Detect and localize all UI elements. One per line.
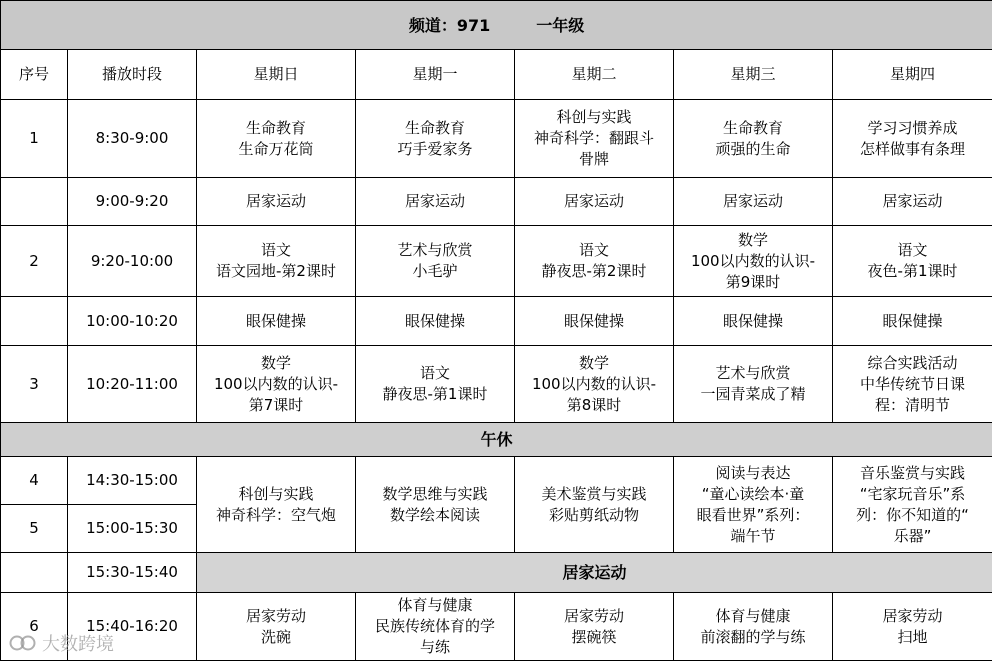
activity-cell: 眼保健操	[674, 297, 833, 346]
lesson-cell: 科创与实践 神奇科学：空气炮	[197, 457, 356, 553]
table-row	[1, 457, 992, 505]
activity-cell: 居家运动	[515, 178, 674, 226]
row-time: 10:20-11:00	[68, 346, 197, 423]
activity-cell: 眼保健操	[356, 297, 515, 346]
lesson-cell: 艺术与欣赏 小毛驴	[356, 226, 515, 297]
row-index: 2	[1, 226, 68, 297]
row-time: 10:00-10:20	[68, 297, 197, 346]
table-row	[1, 297, 992, 346]
col-header-time: 播放时段	[68, 50, 197, 100]
row-index	[1, 178, 68, 226]
lesson-cell: 语文 静夜思-第2课时	[515, 226, 674, 297]
lesson-cell: 语文 夜色-第1课时	[833, 226, 992, 297]
row-index	[1, 297, 68, 346]
lesson-cell: 美术鉴赏与实践 彩贴剪纸动物	[515, 457, 674, 553]
home-exercise-band: 居家运动	[197, 553, 992, 593]
row-index: 6	[1, 593, 68, 661]
row-index: 1	[1, 100, 68, 178]
lesson-cell: 体育与健康 民族传统体育的学 与练	[356, 593, 515, 661]
row-time: 15:30-15:40	[68, 553, 197, 593]
title-row	[1, 1, 992, 50]
table-title	[1, 1, 992, 50]
table-row	[1, 346, 992, 423]
lesson-cell: 综合实践活动 中华传统节日课 程：清明节	[833, 346, 992, 423]
column-header-row	[1, 50, 992, 100]
row-time: 15:00-15:30	[68, 505, 197, 553]
activity-cell: 眼保健操	[515, 297, 674, 346]
row-time: 14:30-15:00	[68, 457, 197, 505]
activity-cell: 眼保健操	[197, 297, 356, 346]
row-time: 9:00-9:20	[68, 178, 197, 226]
lesson-cell: 居家劳动 摆碗筷	[515, 593, 674, 661]
lesson-cell: 生命教育 生命万花筒	[197, 100, 356, 178]
col-header-thursday: 星期四	[833, 50, 992, 100]
lesson-cell: 学习习惯养成 怎样做事有条理	[833, 100, 992, 178]
table-row	[1, 100, 992, 178]
col-header-sunday: 星期日	[197, 50, 356, 100]
activity-cell: 居家运动	[833, 178, 992, 226]
col-header-tuesday: 星期二	[515, 50, 674, 100]
lesson-cell: 数学 100以内数的认识- 第9课时	[674, 226, 833, 297]
lesson-cell: 生命教育 顽强的生命	[674, 100, 833, 178]
activity-cell: 居家运动	[674, 178, 833, 226]
row-time: 8:30-9:00	[68, 100, 197, 178]
lesson-cell: 居家劳动 洗碗	[197, 593, 356, 661]
lesson-cell: 居家劳动 扫地	[833, 593, 992, 661]
lesson-cell: 数学 100以内数的认识- 第7课时	[197, 346, 356, 423]
activity-cell: 居家运动	[197, 178, 356, 226]
activity-cell: 居家运动	[356, 178, 515, 226]
grade-label: 一年级	[536, 15, 585, 35]
row-time: 15:40-16:20	[68, 593, 197, 661]
col-header-wednesday: 星期三	[674, 50, 833, 100]
lesson-cell: 生命教育 巧手爱家务	[356, 100, 515, 178]
row-index	[1, 553, 68, 593]
table-row	[1, 226, 992, 297]
lesson-cell: 艺术与欣赏 一园青菜成了精	[674, 346, 833, 423]
watermark-text: 大数跨境	[42, 634, 114, 655]
lesson-cell: 数学思维与实践 数学绘本阅读	[356, 457, 515, 553]
noon-break-label: 午休	[1, 423, 992, 457]
lesson-cell: 语文 语文园地-第2课时	[197, 226, 356, 297]
table-row	[1, 178, 992, 226]
table-row	[1, 553, 992, 593]
activity-cell: 眼保健操	[833, 297, 992, 346]
table-row	[1, 593, 992, 661]
col-header-index: 序号	[1, 50, 68, 100]
row-index: 3	[1, 346, 68, 423]
row-index: 4	[1, 457, 68, 505]
channel-label: 频道：971	[408, 15, 491, 35]
lesson-cell: 体育与健康 前滚翻的学与练	[674, 593, 833, 661]
row-index: 5	[1, 505, 68, 553]
col-header-monday: 星期一	[356, 50, 515, 100]
lesson-cell: 科创与实践 神奇科学：翻跟斗 骨牌	[515, 100, 674, 178]
row-time: 9:20-10:00	[68, 226, 197, 297]
lesson-cell: 数学 100以内数的认识- 第8课时	[515, 346, 674, 423]
lesson-cell: 阅读与表达 “童心读绘本·童 眼看世界”系列： 端午节	[674, 457, 833, 553]
noon-break-row	[1, 423, 992, 457]
lesson-cell: 音乐鉴赏与实践 “宅家玩音乐”系 列：你不知道的“ 乐器”	[833, 457, 992, 553]
lesson-cell: 语文 静夜思-第1课时	[356, 346, 515, 423]
